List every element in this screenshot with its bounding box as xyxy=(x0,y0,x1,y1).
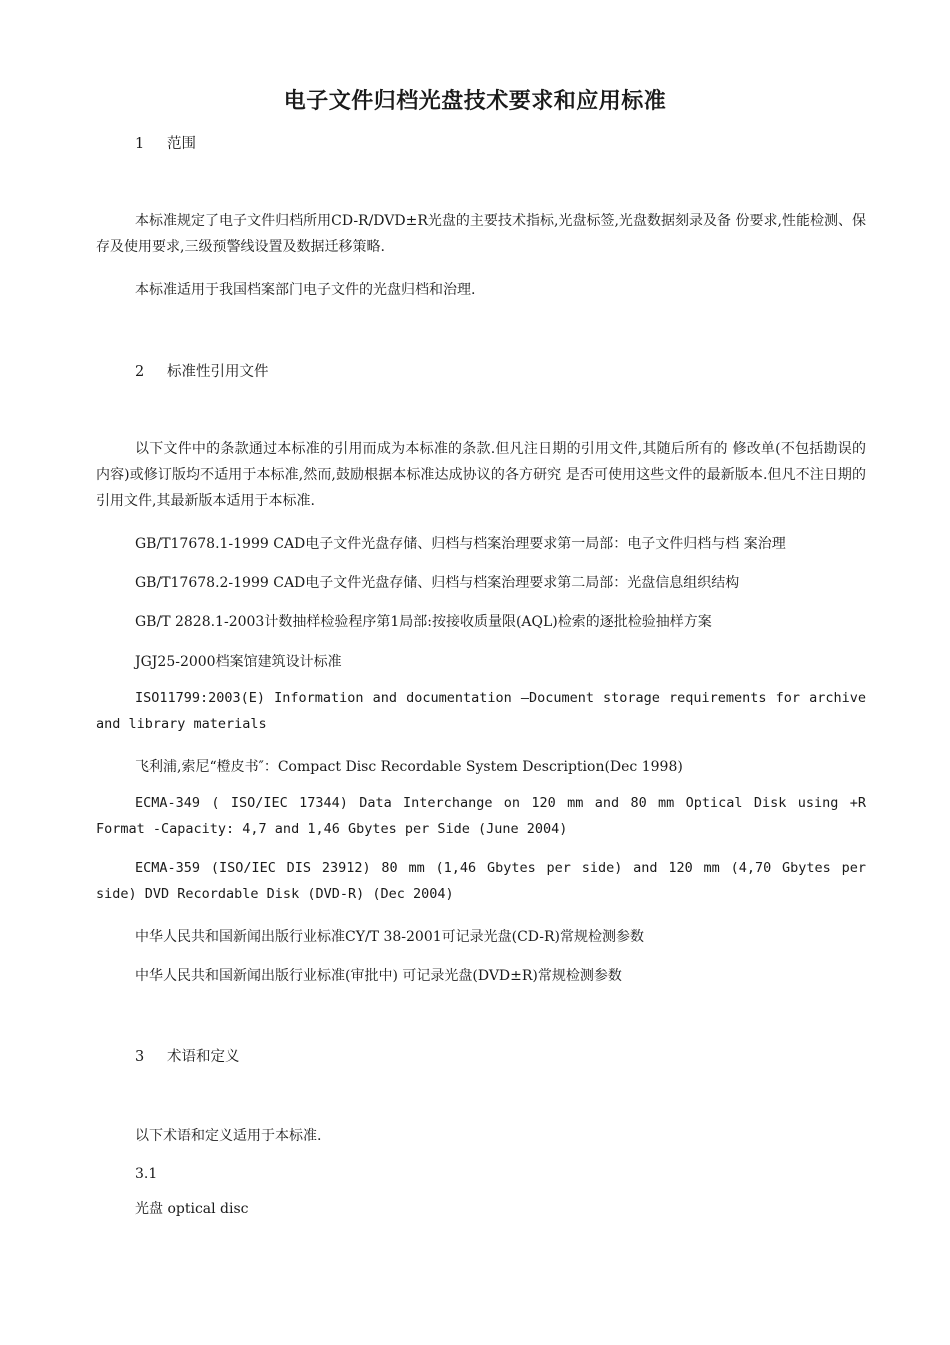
reference-item: ISO11799:2003(E) Information and documentation —Document storage requirements for archive and library materials xyxy=(96,690,866,732)
terms-intro: 以下术语和定义适用于本标准. xyxy=(135,1128,322,1144)
reference-item: ECMA-359 (ISO/IEC DIS 23912) 80 mm (1,46 Gbytes per side) and 120 mm (4,70 Gbytes per side) DVD Recordable Disk (DVD-R) (Dec 2004) xyxy=(96,860,866,902)
section-number: 3 xyxy=(135,1049,145,1065)
section-label: 范围 xyxy=(167,136,196,152)
document-title: 电子文件归档光盘技术要求和应用标准 xyxy=(283,89,667,114)
section-label: 术语和定义 xyxy=(167,1049,240,1065)
reference-item: 中华人民共和国新闻出版行业标准(审批中) 可记录光盘(DVD±R)常规检测参数 xyxy=(135,968,622,984)
references-intro: 以下文件中的条款通过本标准的引用而成为本标准的条款.但凡注日期的引用文件,其随后所有的 修改单(不包括勘误的内容)或修订版均不适用于本标准,然而,鼓励根据本标准达成协议的各方研究 是否可使用这些文件的最新版本.但凡不注日期的引用文件,其最新版本适用于本标准. xyxy=(96,441,866,509)
section-heading-scope xyxy=(135,132,196,153)
section-label: 标准性引用文件 xyxy=(167,364,269,380)
reference-item: 飞利浦,索尼“橙皮书″：Compact Disc Recordable System Description(Dec 1998) xyxy=(135,759,683,775)
section-heading-terms xyxy=(135,1045,240,1066)
term-number: 3.1 xyxy=(135,1166,158,1182)
term-label: 光盘 optical disc xyxy=(135,1201,249,1217)
reference-item: JGJ25-2000档案馆建筑设计标准 xyxy=(135,654,342,670)
reference-item: ECMA-349 ( ISO/IEC 17344) Data Interchange on 120 mm and 80 mm Optical Disk using +R Format -Capacity: 4,7 and 1,46 Gbytes per Side (June 2004) xyxy=(96,795,866,837)
section-number: 1 xyxy=(135,136,145,152)
section-heading-references xyxy=(135,360,269,381)
reference-item: GB/T 2828.1-2003计数抽样检验程序第1局部:按接收质量限(AQL)检索的逐批检验抽样方案 xyxy=(135,614,712,630)
scope-paragraph-1: 本标准规定了电子文件归档所用CD-R/DVD±R光盘的主要技术指标,光盘标签,光盘数据刻录及备 份要求,性能检测、保存及使用要求,三级预警线设置及数据迁移策略. xyxy=(96,213,866,255)
reference-item: GB/T17678.1-1999 CAD电子文件光盘存储、归档与档案治理要求第一局部：电子文件归档与档 案治理 xyxy=(135,536,786,552)
scope-paragraph-2: 本标准适用于我国档案部门电子文件的光盘归档和治理. xyxy=(135,282,476,298)
reference-item: 中华人民共和国新闻出版行业标准CY/T 38-2001可记录光盘(CD-R)常规检测参数 xyxy=(135,929,645,945)
reference-item: GB/T17678.2-1999 CAD电子文件光盘存储、归档与档案治理要求第二局部：光盘信息组织结构 xyxy=(135,575,740,591)
section-number: 2 xyxy=(135,364,145,380)
